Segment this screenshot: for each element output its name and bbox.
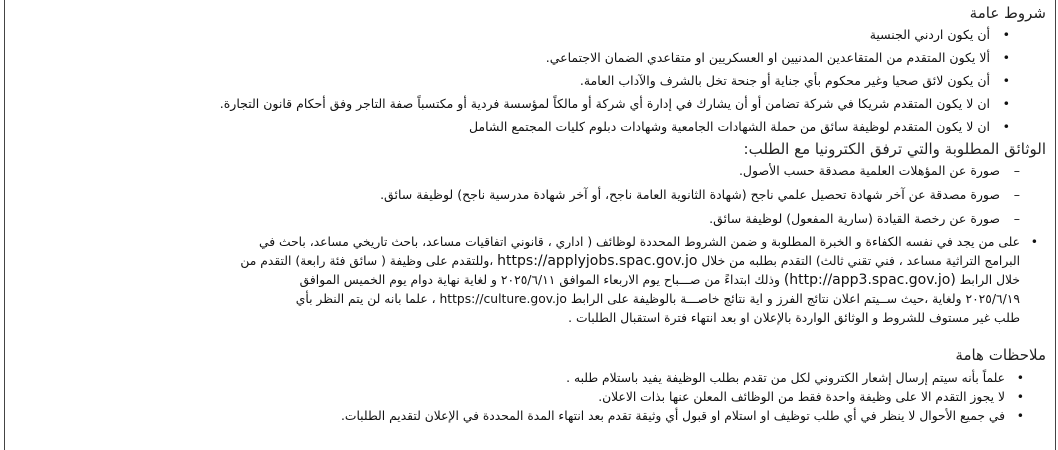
application-line-3: خلال الرابط (http://app3.spac.gov.jo) وذلك ابتداءً من صـــباح يوم الاربعاء الموافق ٢٠٢٥/٦/١١ و لغاية نهاية دوام يوم الخميس الموافق (299, 272, 1020, 288)
bullet-icon: • (1002, 73, 1010, 88)
left-border (4, 0, 5, 450)
application-paragraph (8, 233, 1050, 328)
bullet-icon: • (1016, 390, 1024, 404)
bullet-icon: • (1030, 235, 1038, 249)
dash-icon: – (1013, 211, 1020, 226)
list-item: • لا يجوز التقدم الا على وظيفة واحدة فقط من الوظائف المعلن عنها بذات الاعلان. (8, 388, 1050, 407)
documents-title: الوثائق المطلوبة والتي ترفق الكترونيا مع الطلب: (743, 140, 1046, 158)
application-line-1: على من يجد في نفسه الكفاءة و الخبرة المطلوبة و ضمن الشروط المحددة لوظائف ( اداري ، قانوني اتفاقيات مساعد، باحث تاريخي مساعد، باحث في (258, 235, 1020, 249)
bullet-icon: • (1002, 50, 1010, 65)
bullet-icon: • (1002, 119, 1010, 134)
list-item: • أن يكون لائق صحيا وغير محكوم بأي جناية أو جنحة تخل بالشرف والآداب العامة. (8, 69, 1050, 92)
right-border (1055, 0, 1056, 450)
app3-link[interactable]: (http://app3.spac.gov.jo) (783, 272, 956, 288)
applyjobs-link[interactable]: https://applyjobs.spac.gov.jo (497, 253, 698, 269)
bullet-icon: • (1002, 27, 1010, 42)
general-conditions-list (8, 23, 1050, 138)
application-line-5: طلب غير مستوف للشروط و الوثائق الواردة بالإعلان او بعد انتهاء فترة استقبال الطلبات . (568, 311, 1020, 325)
culture-link[interactable]: https://culture.gov.jo (439, 292, 567, 306)
bullet-icon: • (1016, 409, 1024, 423)
list-item: – صورة عن المؤهلات العلمية مصدقة حسب الأصول. (8, 159, 1050, 183)
list-item: • علماً بأنه سيتم إرسال إشعار الكتروني لكل من تقدم بطلب الوظيفة يفيد باستلام طلبه . (8, 369, 1050, 388)
dash-icon: – (1013, 187, 1020, 202)
list-item: • ان لا يكون المتقدم شريكا في شركة تضامن أو أن يشارك في إدارة أي شركة أو مالكاً لمؤسسة فردية أو مكتسباً صفة التاجر وفق أحكام قانون التجارة. (8, 92, 1050, 115)
bullet-icon: • (1016, 371, 1024, 385)
application-line-2: البرامج التراثية مساعد ، فني تقني ثالث) التقدم بطلبه من خلال https://applyjobs.spac.gov.jo ،وللتقدم على وظيفة ( سائق فئة رابعة) التقدم من (240, 253, 1020, 269)
list-item: • أن يكون اردني الجنسية (8, 23, 1050, 46)
list-item: – صورة مصدقة عن آخر شهادة تحصيل علمي ناجح (شهادة الثانوية العامة ناجح، أو آخر شهادة مدرسية ناجح) لوظيفة سائق. (8, 183, 1050, 207)
dash-icon: – (1013, 163, 1020, 178)
list-item: – صورة عن رخصة القيادة (سارية المفعول) لوظيفة سائق. (8, 207, 1050, 231)
application-line-4: ٢٠٢٥/٦/١٩ ولغاية ،حيث ســيتم اعلان نتائج الفرز و اية نتائج خاصـــة بالوظيفة على الرابط https://culture.gov.jo ، علما بانه لن يتم النظر بأي (295, 292, 1020, 306)
list-item: • في جميع الأحوال لا ينظر في أي طلب توظيف او استلام او قبول أي وثيقة تقدم بعد انتهاء المدة المحددة في الإعلان لتقديم الطلبات. (8, 407, 1050, 426)
documents-list (8, 159, 1050, 231)
list-item: • ان لا يكون المتقدم لوظيفة سائق من حملة الشهادات الجامعية وشهادات دبلوم كليات المجتمع الشامل (8, 115, 1050, 138)
general-conditions-title: شروط عامة (969, 4, 1046, 22)
list-item: • ألا يكون المتقدم من المتقاعدين المدنيين او العسكريين او متقاعدي الضمان الاجتماعي. (8, 46, 1050, 69)
notes-title: ملاحظات هامة (955, 346, 1046, 364)
bullet-icon: • (1002, 96, 1010, 111)
notes-list (8, 369, 1050, 426)
